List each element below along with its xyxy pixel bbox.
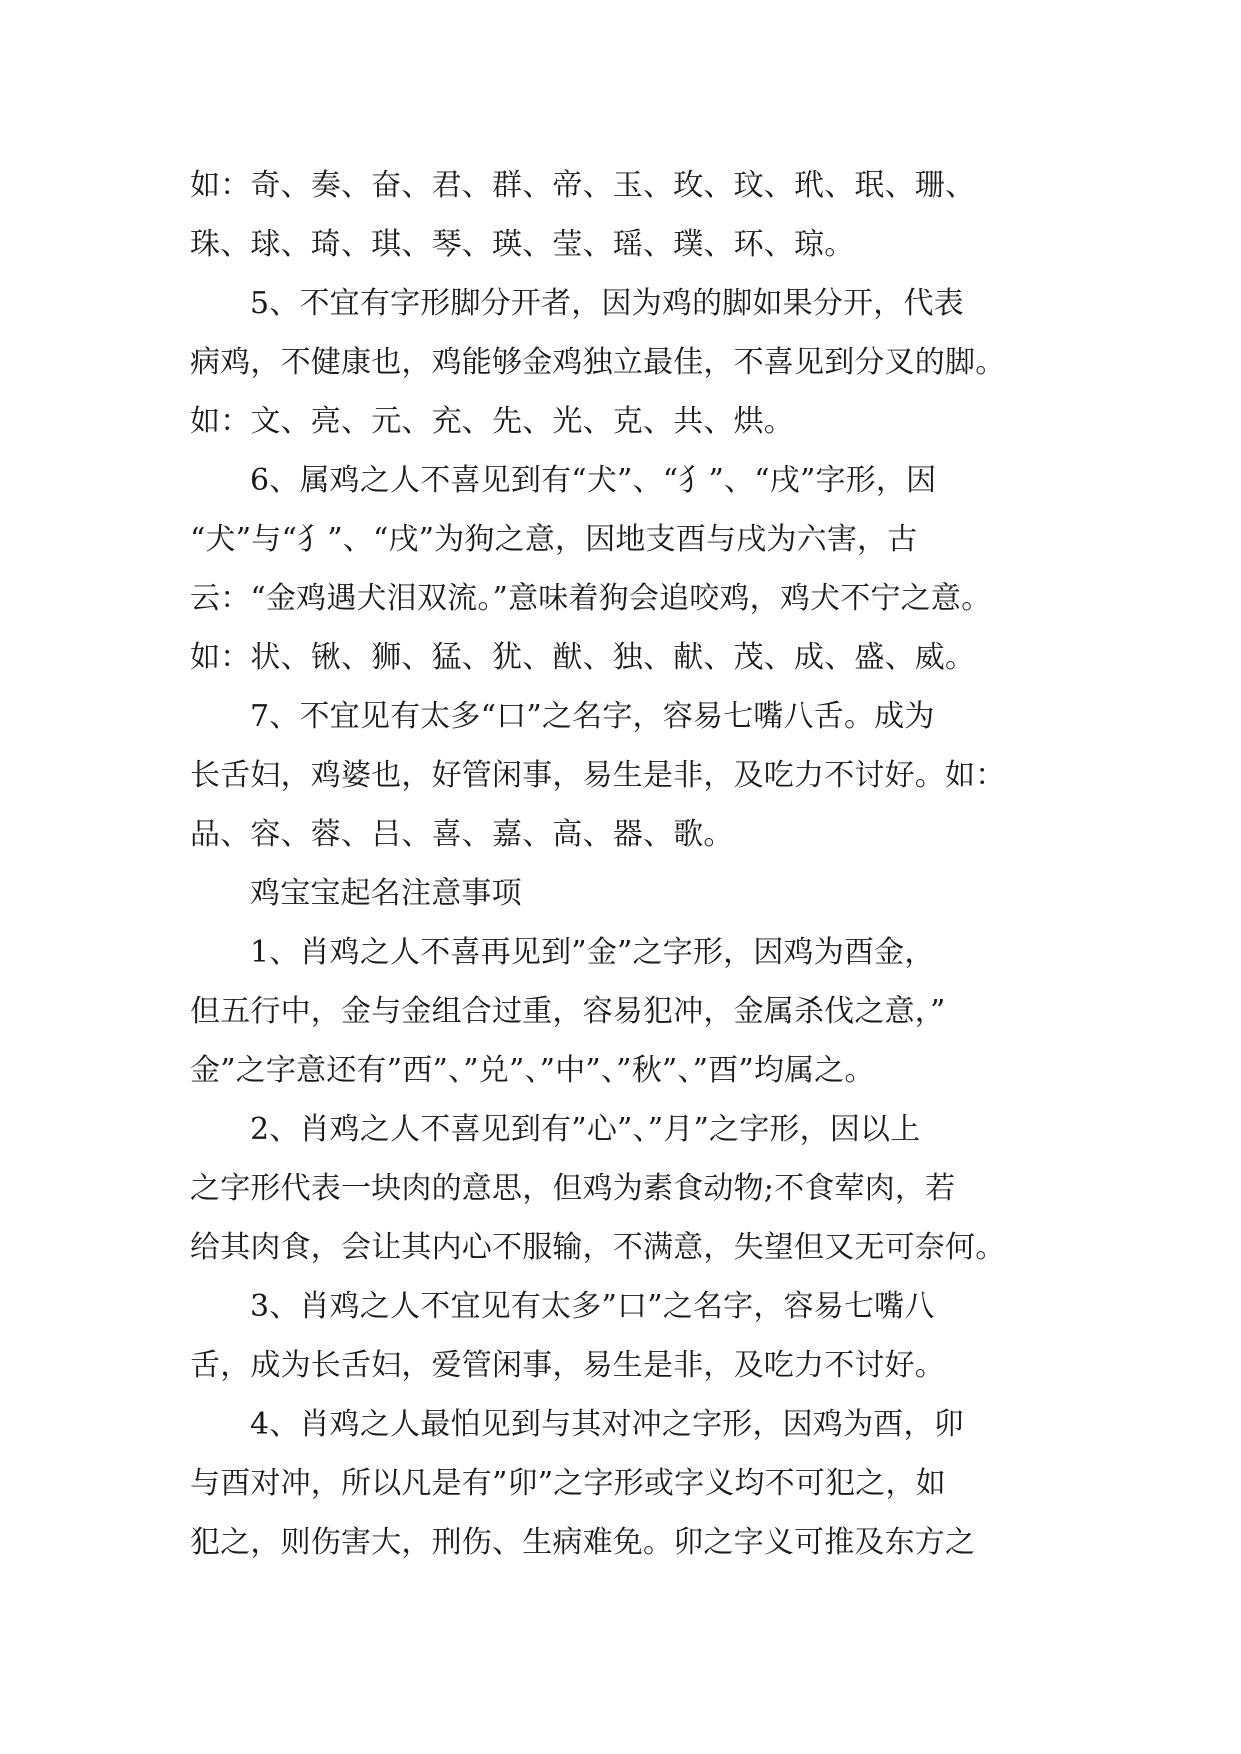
paragraph-5-start: 5、不宜有字形脚分开者，因为鸡的脚如果分开，代表 xyxy=(250,286,964,321)
item-1-start: 1、肖鸡之人不喜再见到”金”之字形，因鸡为酉金， xyxy=(250,935,935,970)
text-line: 品、容、蓉、吕、喜、嘉、高、器、歌。 xyxy=(190,817,734,852)
text-line: 长舌妇，鸡婆也，好管闲事，易生是非，及吃力不讨好。如： xyxy=(190,758,1006,793)
document-body xyxy=(190,156,1070,1572)
text-line: 金”之字意还有”西”、”兑”、”中”、”秋”、”酉”均属之。 xyxy=(190,1053,875,1088)
paragraph-7-start: 7、不宜见有太多“口”之名字，容易七嘴八舌。成为 xyxy=(250,699,935,734)
text-line: 给其肉食，会让其内心不服输，不满意，失望但又无可奈何。 xyxy=(190,1230,1006,1265)
text-line: 如：奇、奏、奋、君、群、帝、玉、玫、玟、玳、珉、珊、 xyxy=(190,168,976,203)
text-line: 舌，成为长舌妇，爱管闲事，易生是非，及吃力不讨好。 xyxy=(190,1348,945,1383)
text-line: 与酉对冲，所以凡是有”卯”之字形或字义均不可犯之，如 xyxy=(190,1466,946,1501)
paragraph-6-start: 6、属鸡之人不喜见到有“犬”、“犭”、“戌”字形，因 xyxy=(250,463,937,498)
text-line: 但五行中，金与金组合过重，容易犯冲，金属杀伐之意，” xyxy=(190,994,946,1029)
item-2-start: 2、肖鸡之人不喜见到有”心”、”月”之字形，因以上 xyxy=(250,1112,921,1147)
item-3-start: 3、肖鸡之人不宜见有太多”口”之名字，容易七嘴八 xyxy=(250,1289,935,1324)
text-line: 犯之，则伤害大，刑伤、生病难免。卯之字义可推及东方之 xyxy=(190,1525,976,1560)
text-line: “犬”与“犭”、“戌”为狗之意，因地支酉与戌为六害，古 xyxy=(190,522,918,557)
text-line: 如：文、亮、元、充、先、光、克、共、烘。 xyxy=(190,404,794,439)
text-line: 云：“金鸡遇犬泪双流。”意味着狗会追咬鸡，鸡犬不宁之意。 xyxy=(190,581,992,616)
text-line: 之字形代表一块肉的意思，但鸡为素食动物;不食荤肉，若 xyxy=(190,1171,956,1206)
text-line: 珠、球、琦、琪、琴、瑛、莹、瑶、璞、环、琼。 xyxy=(190,227,855,262)
item-4-start: 4、肖鸡之人最怕见到与其对冲之字形，因鸡为酉，卯 xyxy=(250,1407,964,1442)
section-heading: 鸡宝宝起名注意事项 xyxy=(250,876,522,911)
text-line: 病鸡，不健康也，鸡能够金鸡独立最佳，不喜见到分叉的脚。 xyxy=(190,345,1006,380)
text-line: 如：状、锹、狮、猛、犹、猷、独、献、茂、成、盛、威。 xyxy=(190,640,976,675)
